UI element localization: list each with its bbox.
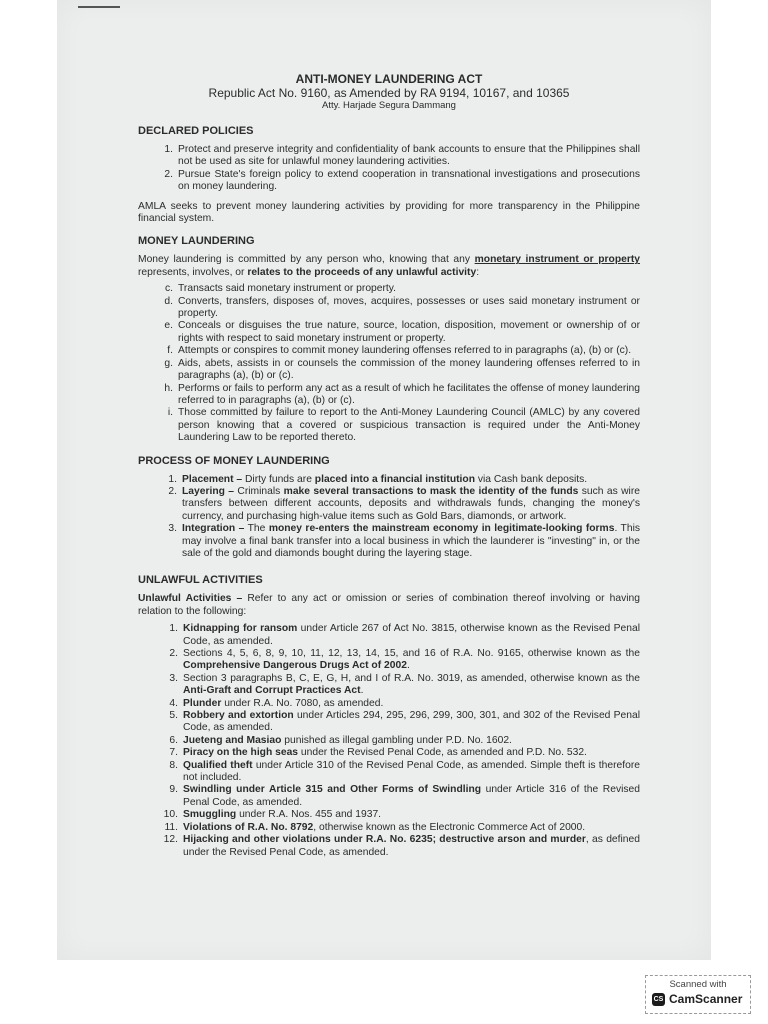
list-item: h. Performs or fails to perform any act as a result of which he facilitates the offense of money laundering referred to in paragraphs (a), (b) or (c). (164, 382, 640, 406)
list-item: e. Conceals or disguises the true nature, source, location, disposition, movement or ownership of or rights with respect to said monetary instrument or property. (164, 320, 640, 344)
list-item: 7. Piracy on the high seas under the Revised Penal Code, as amended and P.D. No. 532. (169, 747, 587, 759)
process-list (138, 474, 640, 561)
list-item: 3. Integration – The money re-enters the mainstream economy in legitimate-looking forms. This may involve a final bank transfer into a local business in which the launderer is "investing" in, or the sale of the gold and diamonds bought during the layering stage. (168, 523, 640, 559)
section-heading-declared-policies: DECLARED POLICIES (138, 125, 254, 137)
list-item: i. Those committed by failure to report to the Anti-Money Laundering Council (AMLC) by any covered person knowing that a covered or suspicious transaction is required under the Anti-Money Laundering Law to be reported thereto. (167, 407, 640, 444)
list-item: 3. Section 3 paragraphs B, C, E, G, H, and I of R.A. No. 3019, as amended, otherwise known as the Anti-Graft and Corrupt Practices Act. (169, 672, 640, 697)
section-heading-money-laundering: MONEY LAUNDERING (138, 235, 255, 248)
document-title: ANTI-MONEY LAUNDERING ACT (295, 72, 483, 86)
list-item: 6. Jueteng and Masiao punished as illegal gambling under P.D. No. 1602. (169, 734, 512, 746)
section-heading-process: PROCESS OF MONEY LAUNDERING (138, 454, 330, 467)
scan-edge-mark (78, 6, 120, 8)
section-heading-unlawful-activities: UNLAWFUL ACTIVITIES (138, 574, 263, 587)
list-item: 5. Robbery and extortion under Articles 294, 295, 296, 299, 300, 301, and 302 of the Revised Penal Code, as amended. (169, 710, 641, 734)
list-item: 4. Plunder under R.A. No. 7080, as amended. (169, 697, 384, 709)
list-item: 1. Protect and preserve integrity and confidentiality of bank accounts to ensure that the Philippines shall not be used as site for unlawful money laundering activities. (164, 144, 640, 168)
declared-policies-list (138, 144, 640, 194)
list-item: 1. Placement – Dirty funds are placed into a financial institution via Cash bank deposits. (168, 473, 588, 485)
camscanner-logo-icon: CS (652, 993, 665, 1006)
list-item: 9. Swindling under Article 315 and Other Forms of Swindling under Article 316 of the Revised Penal Code, as amended. (169, 784, 641, 808)
money-laundering-definition: Money laundering is committed by any person who, knowing that any monetary instrument or property represents, involves, or relates to the proceeds of any unlawful activity: (138, 254, 640, 278)
list-item: c. Transacts said monetary instrument or property. (164, 283, 397, 295)
scanned-with-text: Scanned with (669, 979, 727, 990)
list-item: 12. Hijacking and other violations under R.A. No. 6235; destructive arson and murder, as defined under the Revised Penal Code, as amended. (163, 834, 640, 858)
document-author: Atty. Harjade Segura Dammang (322, 100, 456, 111)
list-item: 2. Layering – Criminals make several transactions to mask the identity of the funds such as wire transfers between different accounts, deposits and withdrawals funds, changing the money's currency, and purchasing high-value items such as Gold Bars, diamonds, or artwork. (168, 485, 640, 522)
list-item: 8. Qualified theft under Article 310 of the Revised Penal Code, as amended. Simple theft is therefore not included. (169, 759, 641, 784)
list-item: 2. Sections 4, 5, 6, 8, 9, 10, 11, 12, 13, 14, 15, and 16 of R.A. No. 9165, otherwise known as the Comprehensive Dangerous Drugs Act of 2002. (169, 648, 640, 672)
list-item: 2. Pursue State's foreign policy to extend cooperation in transnational investigations and prosecutions on money laundering. (164, 168, 640, 193)
camscanner-watermark (645, 975, 751, 1014)
list-item: g. Aids, abets, assists in or counsels the commission of the money laundering offenses referred to in paragraphs (a), (b) or (c). (164, 357, 640, 382)
document-content (138, 72, 640, 859)
declared-policies-note: AMLA seeks to prevent money laundering activities by providing for more transparency in the Philippine financial system. (138, 200, 640, 225)
list-item: d. Converts, transfers, disposes of, moves, acquires, possesses or uses said monetary instrument or property. (164, 295, 640, 320)
unlawful-activities-list (138, 623, 640, 859)
list-item: 11. Violations of R.A. No. 8792, otherwise known as the Electronic Commerce Act of 2000. (164, 821, 586, 833)
list-item: 1. Kidnapping for ransom under Article 267 of Act No. 3815, otherwise known as the Revised Penal Code, as amended. (169, 623, 640, 647)
document-subtitle: Republic Act No. 9160, as Amended by RA 9194, 10167, and 10365 (208, 86, 570, 100)
camscanner-name: CamScanner (669, 992, 743, 1006)
list-item: f. Attempts or conspires to commit money laundering offenses referred to in paragraphs (a), (b) or (c). (167, 345, 632, 357)
list-item: 10. Smuggling under R.A. Nos. 455 and 1937. (163, 809, 382, 821)
unlawful-activities-definition: Unlawful Activities – Refer to any act or omission or series of combination thereof involving or having relation to the following: (138, 593, 640, 617)
money-laundering-acts-list (138, 283, 640, 444)
